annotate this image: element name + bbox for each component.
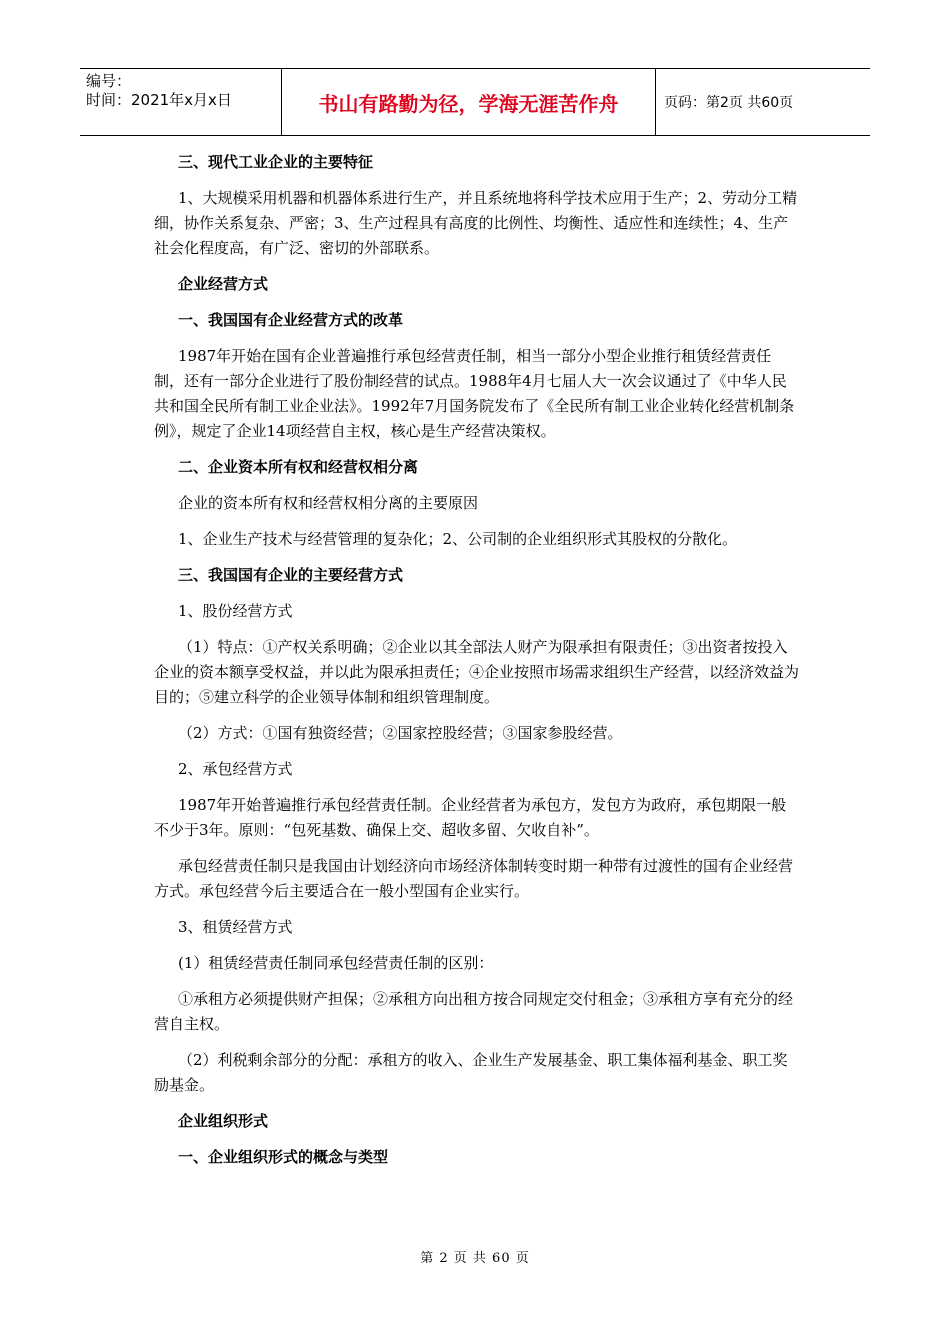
section-heading: 企业组织形式: [178, 1112, 269, 1130]
section-heading: 一、我国国有企业经营方式的改革: [178, 311, 404, 329]
paragraph: 1、股份经营方式: [178, 602, 293, 620]
page-header: [80, 68, 870, 136]
section-heading: 二、企业资本所有权和经营权相分离: [178, 458, 419, 476]
paragraph: （2）利税剩余部分的分配：承租方的收入、企业生产发展基金、职工集体福利基金、职工奖励基金。: [154, 1051, 788, 1094]
section-heading: 一、企业组织形式的概念与类型: [178, 1148, 389, 1166]
paragraph: 1987年开始普遍推行承包经营责任制。企业经营者为承包方，发包方为政府，承包期限一般不少于3年。原则：“包死基数、确保上交、超收多留、欠收自补”。: [154, 796, 787, 839]
header-page-label: 页码：第2页 共60页: [664, 95, 794, 111]
paragraph: 1987年开始在国有企业普遍推行承包经营责任制，相当一部分小型企业推行租赁经营责任制，还有一部分企业进行了股份制经营的试点。1988年4月七届人大一次会议通过了《中华人民共和国全民所有制工业企业法》。1992年7月国务院发布了《全民所有制工业企业转化经营机制条例》，规定了企业14项经营自主权，核心是生产经营决策权。: [154, 347, 795, 440]
paragraph: ①承租方必须提供财产担保；②承租方向出租方按合同规定交付租金；③承租方享有充分的经营自主权。: [154, 990, 794, 1033]
page-footer: 第 2 页 共 60 页: [420, 1251, 530, 1266]
document-date-label: 时间：2021年x月x日: [86, 91, 232, 109]
header-meta: [80, 69, 282, 135]
section-heading: 三、我国国有企业的主要经营方式: [178, 566, 404, 584]
paragraph: （1）特点：①产权关系明确；②企业以其全部法人财产为限承担有限责任；③出资者按投入企业的资本额享受权益，并以此为限承担责任；④企业按照市场需求组织生产经营，以经济效益为目的；⑤建立科学的企业领导体制和组织管理制度。: [154, 638, 800, 706]
section-heading: 三、现代工业企业的主要特征: [178, 153, 374, 171]
paragraph: 2、承包经营方式: [178, 760, 293, 778]
paragraph: 1、企业生产技术与经营管理的复杂化；2、公司制的企业组织形式其股权的分散化。: [178, 530, 738, 548]
header-motto: 书山有路勤为径，学海无涯苦作舟: [282, 69, 656, 135]
paragraph: (1）租赁经营责任制同承包经营责任制的区别：: [178, 954, 494, 972]
document-body: [154, 150, 800, 1181]
paragraph: 承包经营责任制只是我国由计划经济向市场经济体制转变时期一种带有过渡性的国有企业经营方式。承包经营今后主要适合在一般小型国有企业实行。: [154, 857, 794, 900]
paragraph: （2）方式：①国有独资经营；②国家控股经营；③国家参股经营。: [178, 724, 623, 742]
section-heading: 企业经营方式: [178, 275, 269, 293]
paragraph: 3、租赁经营方式: [178, 918, 293, 936]
document-number-label: 编号：: [86, 72, 132, 90]
paragraph: 企业的资本所有权和经营权相分离的主要原因: [178, 494, 479, 512]
paragraph: 1、大规模采用机器和机器体系进行生产，并且系统地将科学技术应用于生产；2、劳动分工精细，协作关系复杂、严密；3、生产过程具有高度的比例性、均衡性、适应性和连续性；4、生产社会化程度高，有广泛、密切的外部联系。: [154, 189, 798, 257]
